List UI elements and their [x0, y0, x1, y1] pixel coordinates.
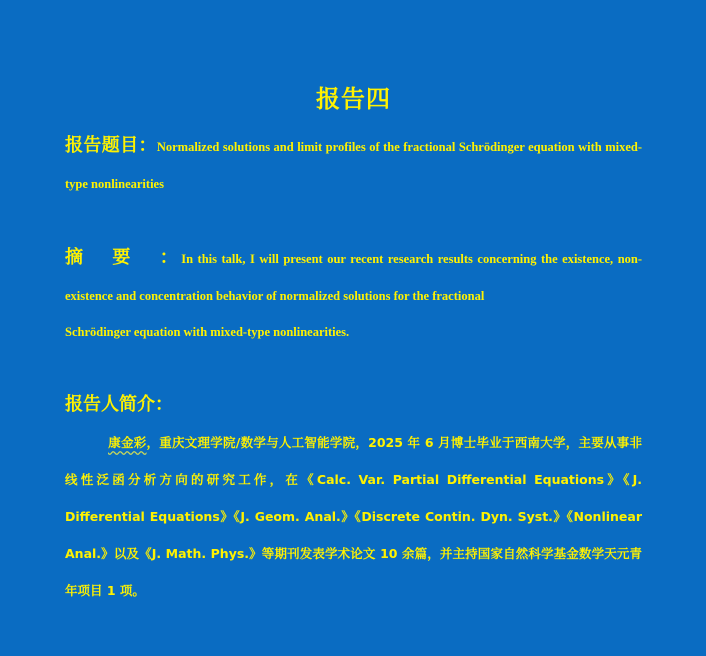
report-title: 报告四 [316, 85, 391, 113]
bio-heading [65, 391, 642, 419]
report-page [65, 0, 642, 656]
abstract-text: In this talk, I will present our recent research results concerning the existence, non-existence and concentration behavior of normalized solutions for the fractional [65, 252, 643, 303]
bio-text: ，重庆文理学院/数学与人工智能学院，2025 年 6 月博士毕业于西南大学，主要从事非线性泛函分析方向的研究工作，在《Calc. Var. Partial Differential Equations》《J. Differential Equations》《J. Geom. Anal.》《Discrete Contin. Dyn. Syst.》《Nonlinear Anal.》以及《J. Math. Phys.》等期刊发表学术论文 10 余篇，并主持国家自然科学基金数学天元青年项目 1 项。 [65, 435, 642, 598]
topic-label: 报告题目： [65, 135, 157, 156]
abstract-text-last-line: Schrödinger equation with mixed-type nonlinearities. [65, 325, 350, 339]
abstract-section [65, 240, 642, 350]
abstract-label-colon: ： [159, 247, 180, 268]
bio-section [65, 424, 642, 609]
topic-text: Normalized solutions and limit profiles of the fractional Schrödinger equation with mixed-type nonlinearities [65, 140, 643, 191]
abstract-label-chars: 摘要 [65, 247, 160, 268]
speaker-name: 康金彩 [108, 435, 147, 450]
bio-label: 报告人简介： [65, 394, 173, 415]
abstract-label [65, 247, 181, 268]
topic-section [65, 128, 642, 202]
